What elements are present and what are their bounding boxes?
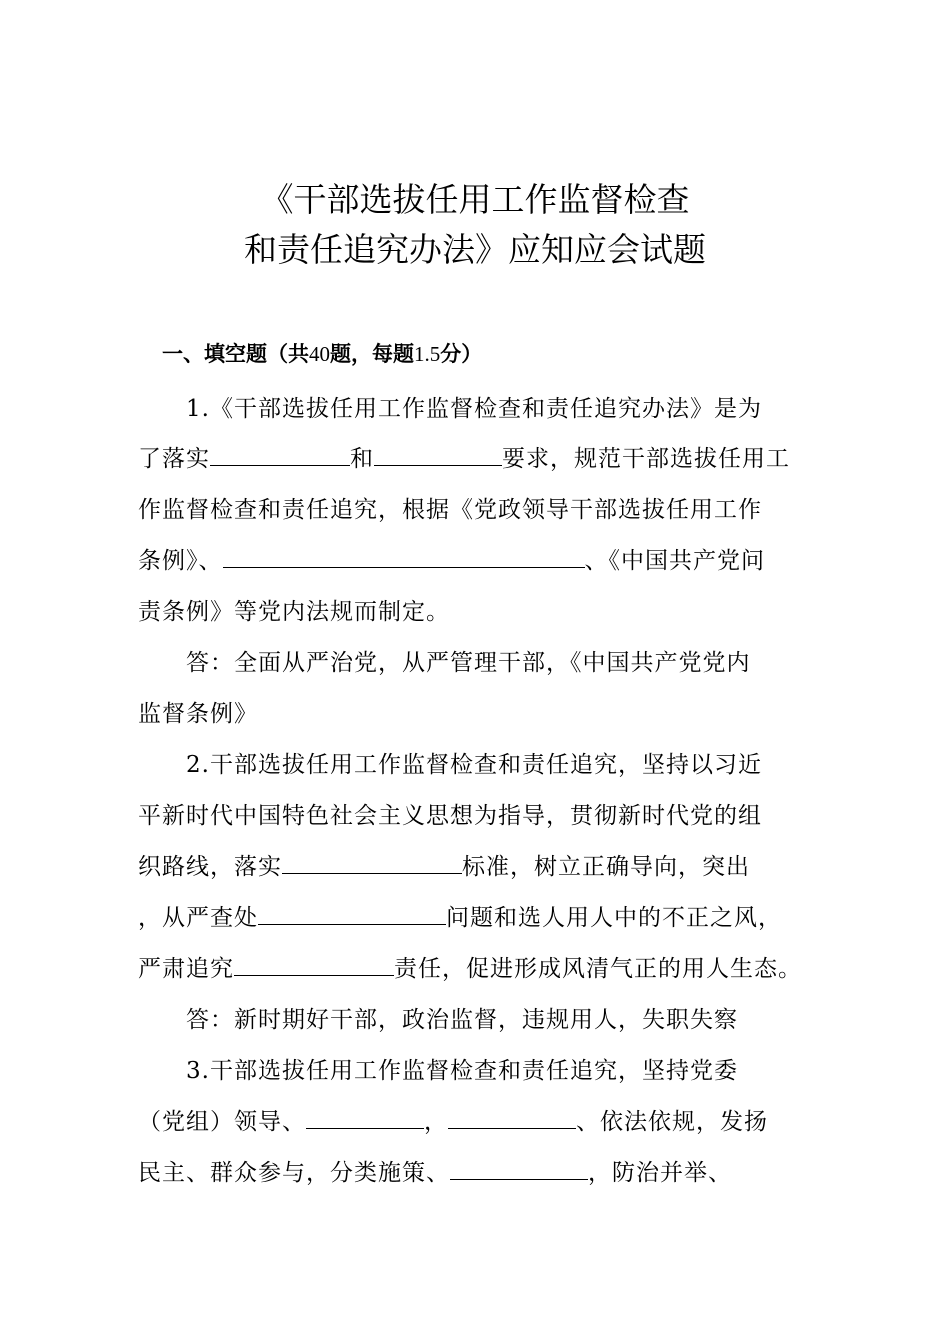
q2-text-f: 责任，促进形成风清气正的用人生态。 [394,956,802,982]
document-title-line2: 和责任追究办法》应知应会试题 [244,230,706,269]
section-prefix: 一、填空题（共 [162,342,309,366]
q1-line5: 责条例》等党内法规而制定。 [138,599,450,625]
q3-text-a: （党组）领导、 [138,1109,306,1135]
q1-answer-line1: 答：全面从严治党，从严管理干部，《中国共产党党内 [186,650,751,676]
q3-text-b: ， [424,1109,448,1135]
q1-line3: 作监督检查和责任追究，根据《党政领导干部选拔任用工作 [138,497,762,523]
q1-text-b: 和 [350,446,374,472]
q2-text-c: ，从严查处 [138,905,258,931]
q1-text-e: 、《中国共产党问 [584,548,765,574]
q1-line4 [138,542,818,575]
q3-blank-3[interactable] [450,1157,588,1180]
q1-text-d: 条例》、 [138,548,223,574]
q2-text-b: 标准，树立正确导向，突出 [462,854,750,880]
question-score: 1.5 [414,342,441,366]
q2-line1: 2.干部选拔任用工作监督检查和责任追究，坚持以习近 [186,752,762,778]
section-mid: 题，每题 [330,342,414,366]
q1-line2 [138,440,818,473]
section-suffix: 分） [440,342,483,366]
q3-text-e: ，防治并举、 [588,1160,732,1186]
q3-line2 [138,1103,818,1136]
q3-text-d: 民主、群众参与，分类施策、 [138,1160,450,1186]
q2-line3 [138,848,818,881]
q1-text-c: 要求，规范干部选拔任用工 [502,446,790,472]
q1-line1: 1.《干部选拔任用工作监督检查和责任追究办法》是为 [186,396,762,422]
q3-text-c: 、依法依规，发扬 [576,1109,768,1135]
q1-blank-2[interactable] [374,443,502,466]
q1-answer-line2: 监督条例》 [138,701,258,727]
q2-text-a: 织路线，落实 [138,854,282,880]
document-title-line1: 《干部选拔任用工作监督检查 [260,180,690,219]
q3-blank-2[interactable] [448,1106,576,1129]
q2-line2: 平新时代中国特色社会主义思想为指导，贯彻新时代党的组 [138,803,762,829]
q1-text-a: 了落实 [138,446,210,472]
q1-blank-1[interactable] [210,443,350,466]
q2-line4 [138,899,818,932]
q2-line5 [138,950,818,983]
q3-line1: 3.干部选拔任用工作监督检查和责任追究，坚持党委 [186,1058,738,1084]
q3-blank-1[interactable] [306,1106,424,1129]
section-heading [162,338,482,368]
q1-blank-3[interactable] [223,545,585,568]
q2-blank-2[interactable] [258,902,446,925]
q3-line3 [138,1154,818,1187]
q2-answer: 答：新时期好干部，政治监督，违规用人，失职失察 [186,1007,738,1033]
q2-blank-3[interactable] [234,953,394,976]
q2-blank-1[interactable] [282,851,462,874]
q2-text-d: 问题和选人用人中的不正之风， [446,905,782,931]
question-count: 40 [309,342,330,366]
q2-text-e: 严肃追究 [138,956,234,982]
